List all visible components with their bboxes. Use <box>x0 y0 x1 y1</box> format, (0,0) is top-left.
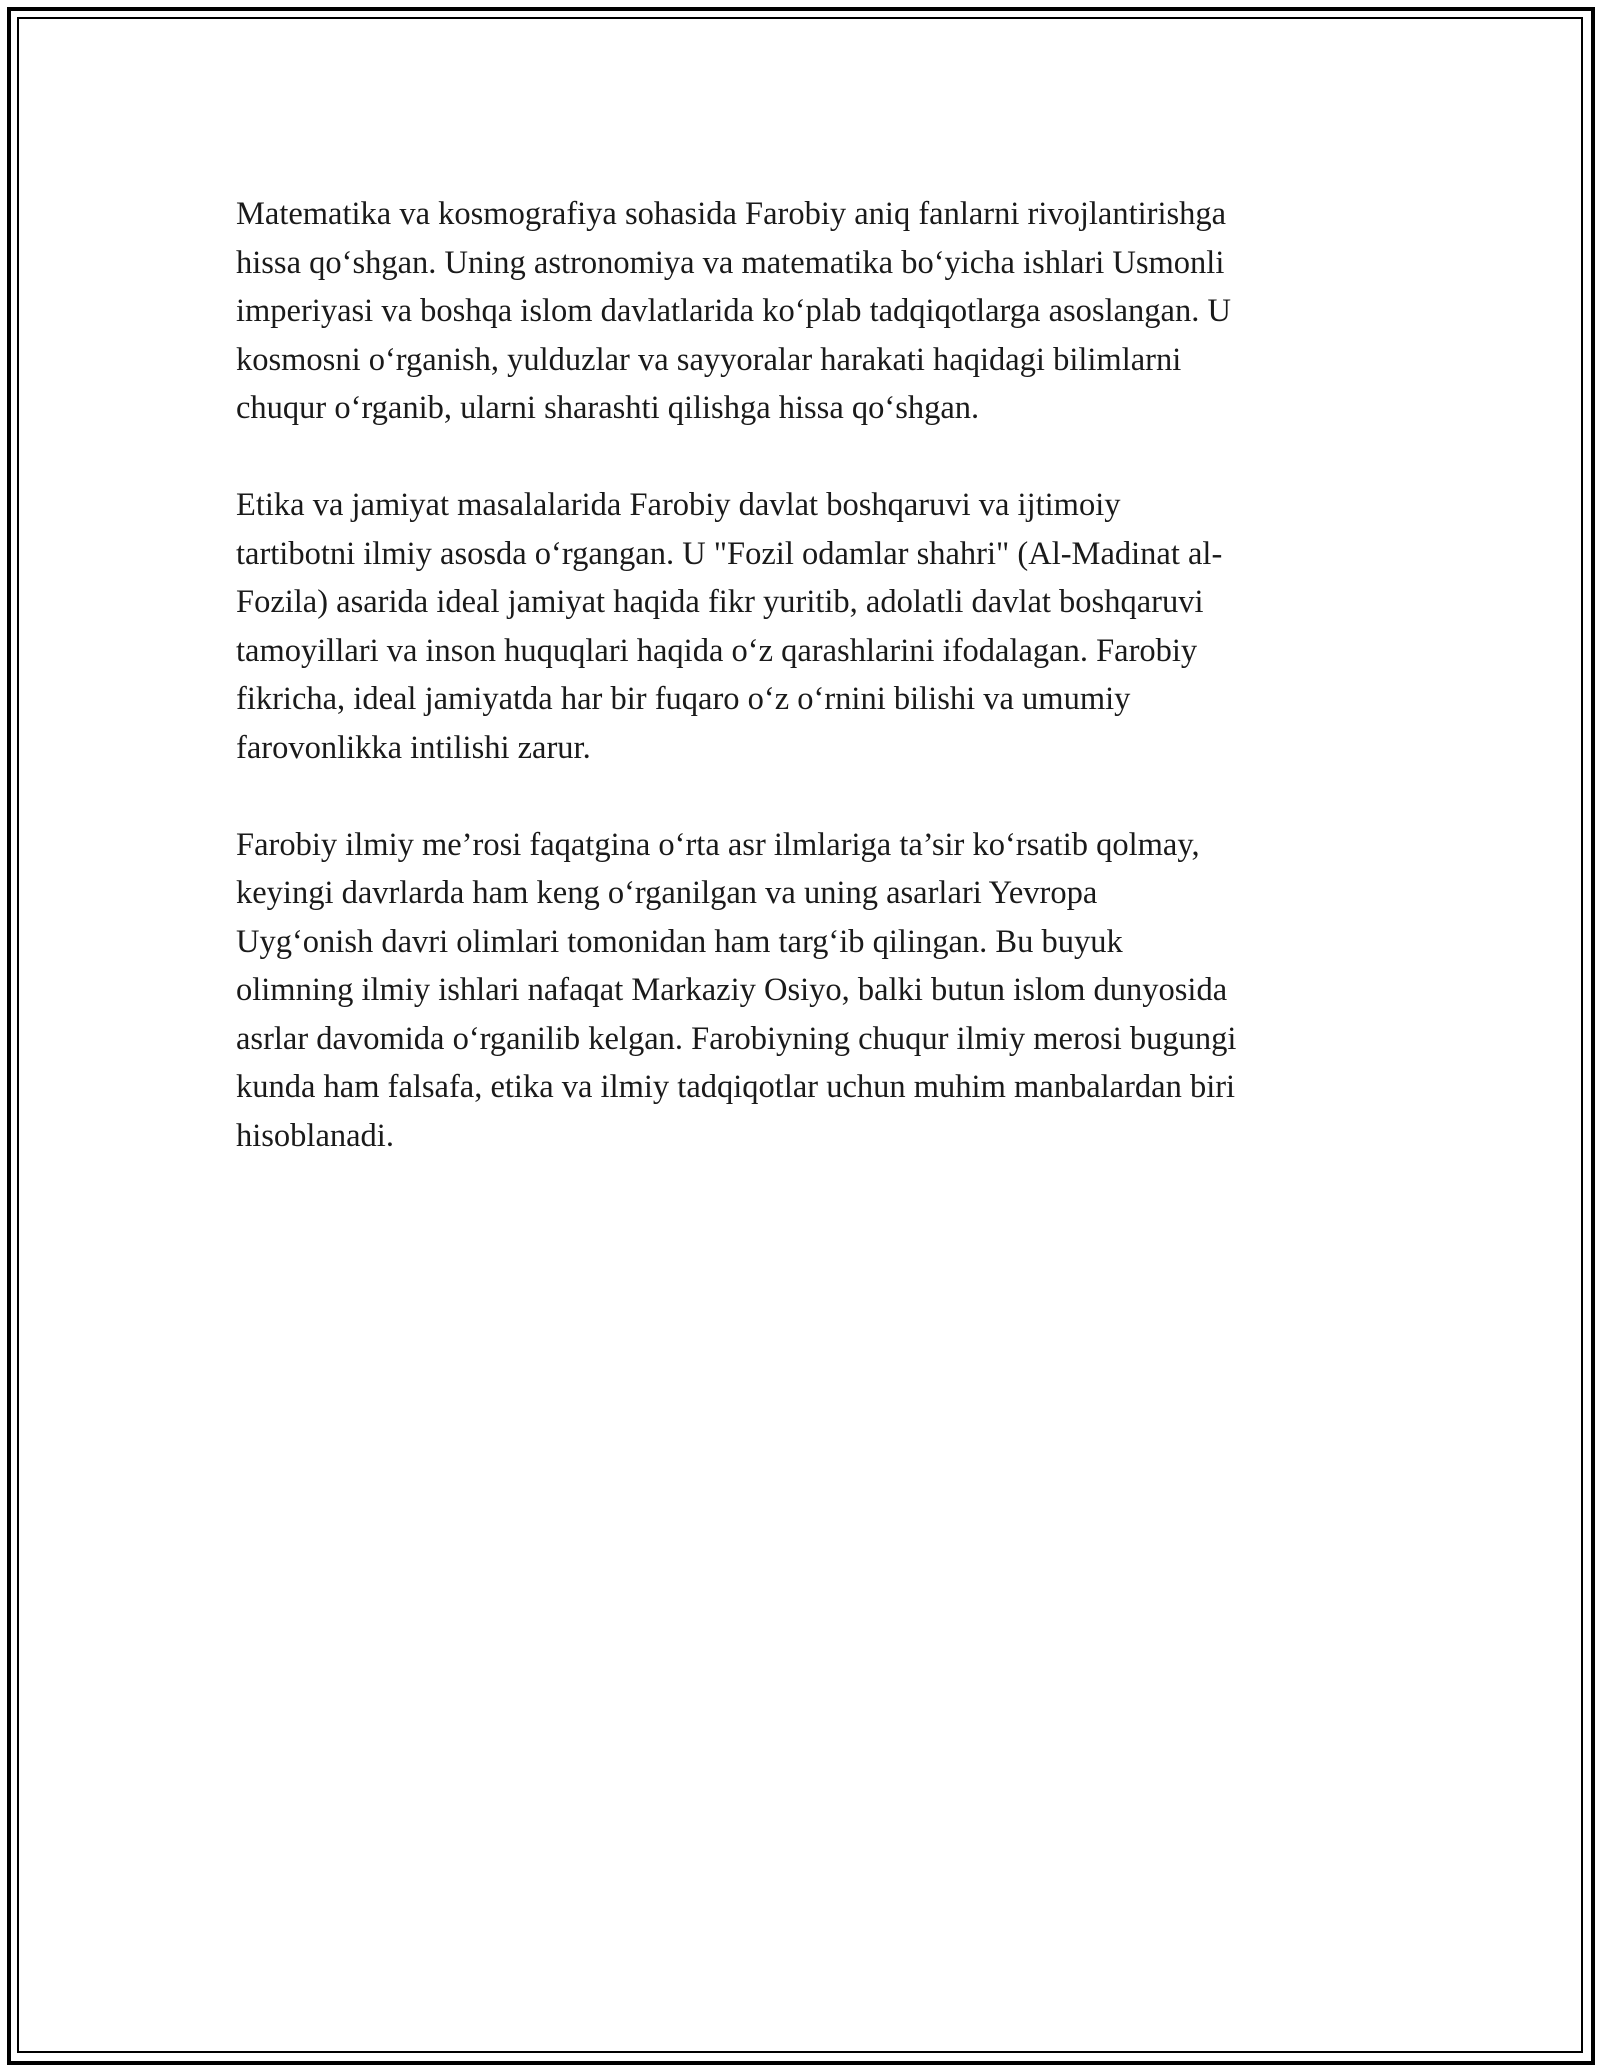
text-line: kunda ham falsafa, etika va ilmiy tadqiqotlar uchun muhim manbalardan biri <box>236 1069 1236 1105</box>
text-line: Matematika va kosmografiya sohasida Farobiy aniq fanlarni rivojlantirishga <box>236 196 1227 232</box>
text-line: hisoblanadi. <box>236 1117 394 1154</box>
text-line: Fozila) asarida ideal jamiyat haqida fikr yuritib, adolatli davlat boshqaruvi <box>236 584 1204 620</box>
text-line: olimning ilmiy ishlari nafaqat Markaziy Osiyo, balki butun islom dunyosida <box>236 972 1228 1008</box>
text-line: fikricha, ideal jamiyatda har bir fuqaro o‘z o‘rnini bilishi va umumiy <box>236 681 1131 717</box>
text-line: farovonlikka intilishi zarur. <box>236 729 591 766</box>
text-line: Farobiy ilmiy me’rosi faqatgina o‘rta asr ilmlariga ta’sir ko‘rsatib qolmay, <box>236 826 1200 863</box>
paragraph-mathematics <box>236 190 1376 433</box>
text-line: tartibotni ilmiy asosda o‘rgangan. U "Fozil odamlar shahri" (Al-Madinat al- <box>236 535 1223 572</box>
text-line: imperiyasi va boshqa islom davlatlarida ko‘plab tadqiqotlarga asoslangan. U <box>236 293 1231 329</box>
paragraph-legacy <box>236 821 1376 1161</box>
text-line: Etika va jamiyat masalalarida Farobiy davlat boshqaruvi va ijtimoiy <box>236 487 1121 523</box>
paragraph-ethics <box>236 481 1376 772</box>
text-line: hissa qo‘shgan. Uning astronomiya va matematika bo‘yicha ishlari Usmonli <box>236 244 1225 281</box>
text-line: keyingi davrlarda ham keng o‘rganilgan va uning asarlari Yevropa <box>236 875 1098 911</box>
text-line: asrlar davomida o‘rganilib kelgan. Farobiyning chuqur ilmiy merosi bugungi <box>236 1020 1237 1057</box>
document-body <box>236 190 1376 1209</box>
text-line: kosmosni o‘rganish, yulduzlar va sayyoralar harakati haqidagi bilimlarni <box>236 341 1182 378</box>
text-line: chuqur o‘rganib, ularni sharashti qilishga hissa qo‘shgan. <box>236 390 980 426</box>
text-line: Uyg‘onish davri olimlari tomonidan ham targ‘ib qilingan. Bu buyuk <box>236 923 1123 960</box>
text-line: tamoyillari va inson huquqlari haqida o‘z qarashlarini ifodalagan. Farobiy <box>236 632 1198 669</box>
